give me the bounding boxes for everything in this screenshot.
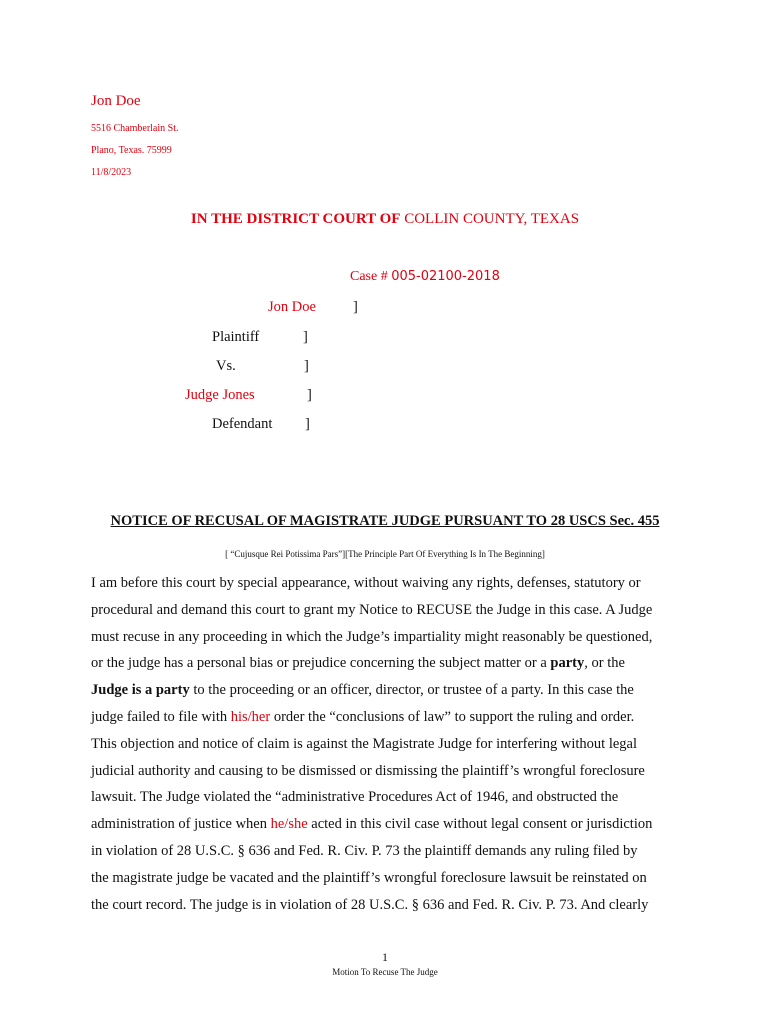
pronoun-he-she: he/she [270, 816, 308, 833]
defendant-label: Defendant [212, 416, 273, 432]
body-line: must recuse in any proceeding in which the Judge’s impartiality might reasonably be questioned, [91, 628, 653, 645]
body-line: lawsuit. The Judge violated the “administrative Procedures Act of 1946, and obstructed the [91, 789, 619, 806]
body-line: in violation of 28 U.S.C. § 636 and Fed. R. Civ. P. 73 the plaintiff demands any ruling filed by [91, 842, 638, 859]
notice-motto: [ “Cujusque Rei Potissima Pars”][The Principle Part Of Everything Is In The Beginning] [225, 549, 545, 559]
caption-bracket: ] [305, 416, 310, 432]
body-line: the court record. The judge is in violation of 28 U.S.C. § 636 and Fed. R. Civ. P. 73. And clearly [91, 896, 649, 913]
court-prefix: IN THE DISTRICT COURT OF [190, 211, 401, 227]
page-footer: Motion To Recuse The Judge [332, 967, 438, 977]
sender-city: Plano, Texas. 75999 [91, 145, 172, 156]
plaintiff-label: Plaintiff [212, 329, 260, 345]
sender-name: Jon Doe [91, 93, 141, 109]
emphasis-judge-is-party: Judge is a party [91, 682, 190, 699]
body-line: I am before this court by special appearance, without waiving any rights, defenses, statutory or [91, 575, 641, 591]
body-line: judicial authority and causing to be dismissed or dismissing the plaintiff’s wrongful foreclosure [91, 762, 645, 779]
body-text-run: , or the [584, 655, 625, 672]
body-line: This objection and notice of claim is against the Magistrate Judge for interfering without legal [91, 735, 638, 752]
page-number: 1 [382, 950, 388, 964]
pronoun-his-her: his/her [230, 708, 271, 725]
caption-bracket: ] [307, 387, 312, 403]
case-number [350, 269, 500, 285]
case-number-value: 005-02100-2018 [391, 269, 500, 284]
body-text-run: judge failed to file with [91, 708, 231, 725]
body-line [91, 650, 691, 677]
case-label: Case # [350, 269, 388, 284]
versus-label: Vs. [216, 358, 236, 374]
caption-bracket: ] [304, 358, 309, 374]
body-paragraph [91, 570, 691, 918]
body-line [91, 811, 691, 838]
sender-address: 5516 Chamberlain St. [91, 123, 179, 134]
caption-bracket: ] [303, 329, 308, 345]
body-text-run: order the “conclusions of law” to support the ruling and order. [270, 708, 635, 725]
court-title [0, 211, 770, 228]
plaintiff-name: Jon Doe [268, 299, 316, 315]
body-text-run: acted in this civil case without legal consent or jurisdiction [307, 816, 653, 833]
body-text-run: or the judge has a personal bias or prejudice concerning the subject matter or a [91, 655, 551, 672]
body-line: procedural and demand this court to grant my Notice to RECUSE the Judge in this case. A Judge [91, 601, 653, 618]
emphasis-party: party [550, 655, 585, 672]
court-county: COLLIN COUNTY, TEXAS [404, 211, 580, 227]
caption-bracket: ] [353, 299, 358, 315]
body-text-run: to the proceeding or an officer, director, or trustee of a party. In this case the [189, 682, 634, 699]
defendant-name: Judge Jones [185, 387, 255, 403]
body-line: the magistrate judge be vacated and the plaintiff’s wrongful foreclosure lawsuit be reinstated on [91, 869, 647, 886]
notice-title: NOTICE OF RECUSAL OF MAGISTRATE JUDGE PURSUANT TO 28 USCS Sec. 455 [110, 513, 660, 529]
sender-date: 11/8/2023 [91, 167, 132, 178]
body-line [91, 704, 691, 731]
body-line [91, 677, 691, 704]
body-text-run: administration of justice when [91, 816, 271, 833]
